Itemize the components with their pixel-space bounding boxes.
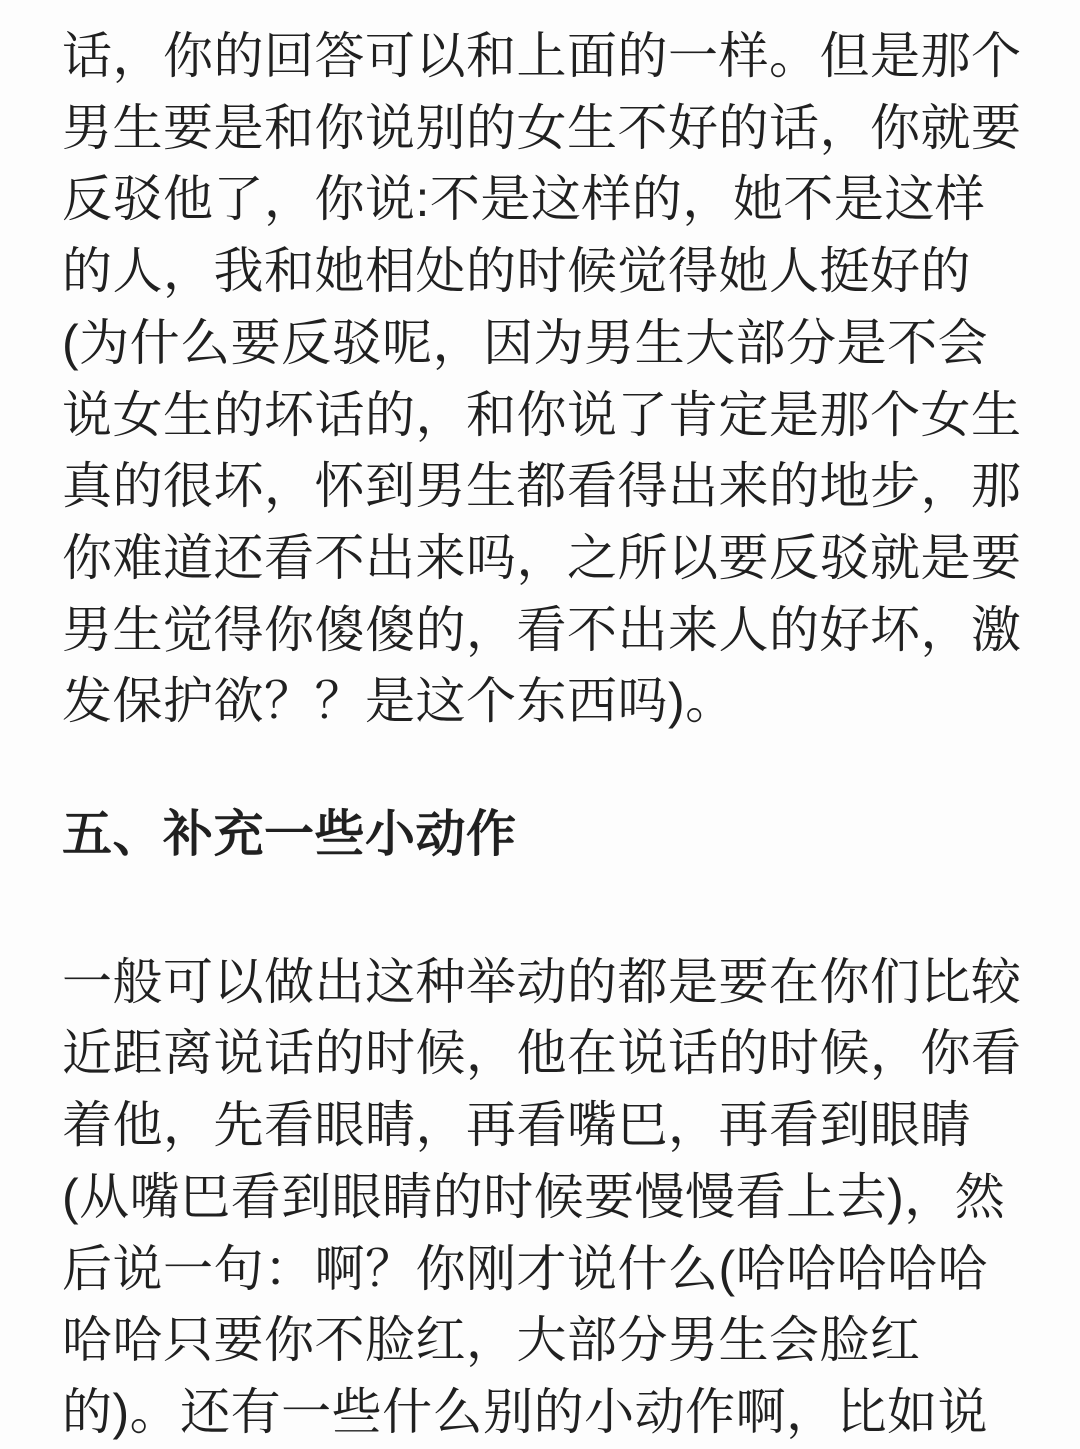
text-line: 男生觉得你傻傻的，看不出来人的好坏，激 [62,601,1022,658]
text-line: 着他，先看眼睛，再看嘴巴，再看到眼睛 [62,1097,971,1154]
paragraph-1 [62,21,1060,738]
text-line: 真的很坏，怀到男生都看得出来的地步，那 [62,458,1022,515]
text-line: 说女生的坏话的，和你说了肯定是那个女生 [62,386,1022,443]
text-line: 男生要是和你说别的女生不好的话，你就要 [62,99,1022,156]
text-line: 发保护欲？？是这个东西吗)。 [62,673,736,730]
text-line: 哈哈只要你不脸红，大部分男生会脸红 [62,1312,921,1369]
text-line: 后说一句：啊？你刚才说什么(哈哈哈哈哈 [62,1240,989,1297]
text-line: (从嘴巴看到眼睛的时候要慢慢看上去)，然 [62,1168,1006,1225]
text-line: (为什么要反驳呢，因为男生大部分是不会 [62,314,989,371]
section-heading: 五、补充一些小动作 [62,806,517,863]
text-line: 近距离说话的时候，他在说话的时候，你看 [62,1025,1022,1082]
text-line: 反驳他了，你说:不是这样的，她不是这样 [62,171,986,228]
text-line: 话，你的回答可以和上面的一样。但是那个 [62,28,1022,84]
text-line: 一般可以做出这种举动的都是要在你们比较 [62,953,1022,1010]
text-line: 的)。还有一些什么别的小动作啊，比如说 [62,1383,989,1440]
paragraph-2 [62,947,1060,1449]
text-line: 你难道还看不出来吗，之所以要反驳就是要 [62,529,1022,586]
text-line: 的人，我和她相处的时候觉得她人挺好的 [62,243,971,300]
